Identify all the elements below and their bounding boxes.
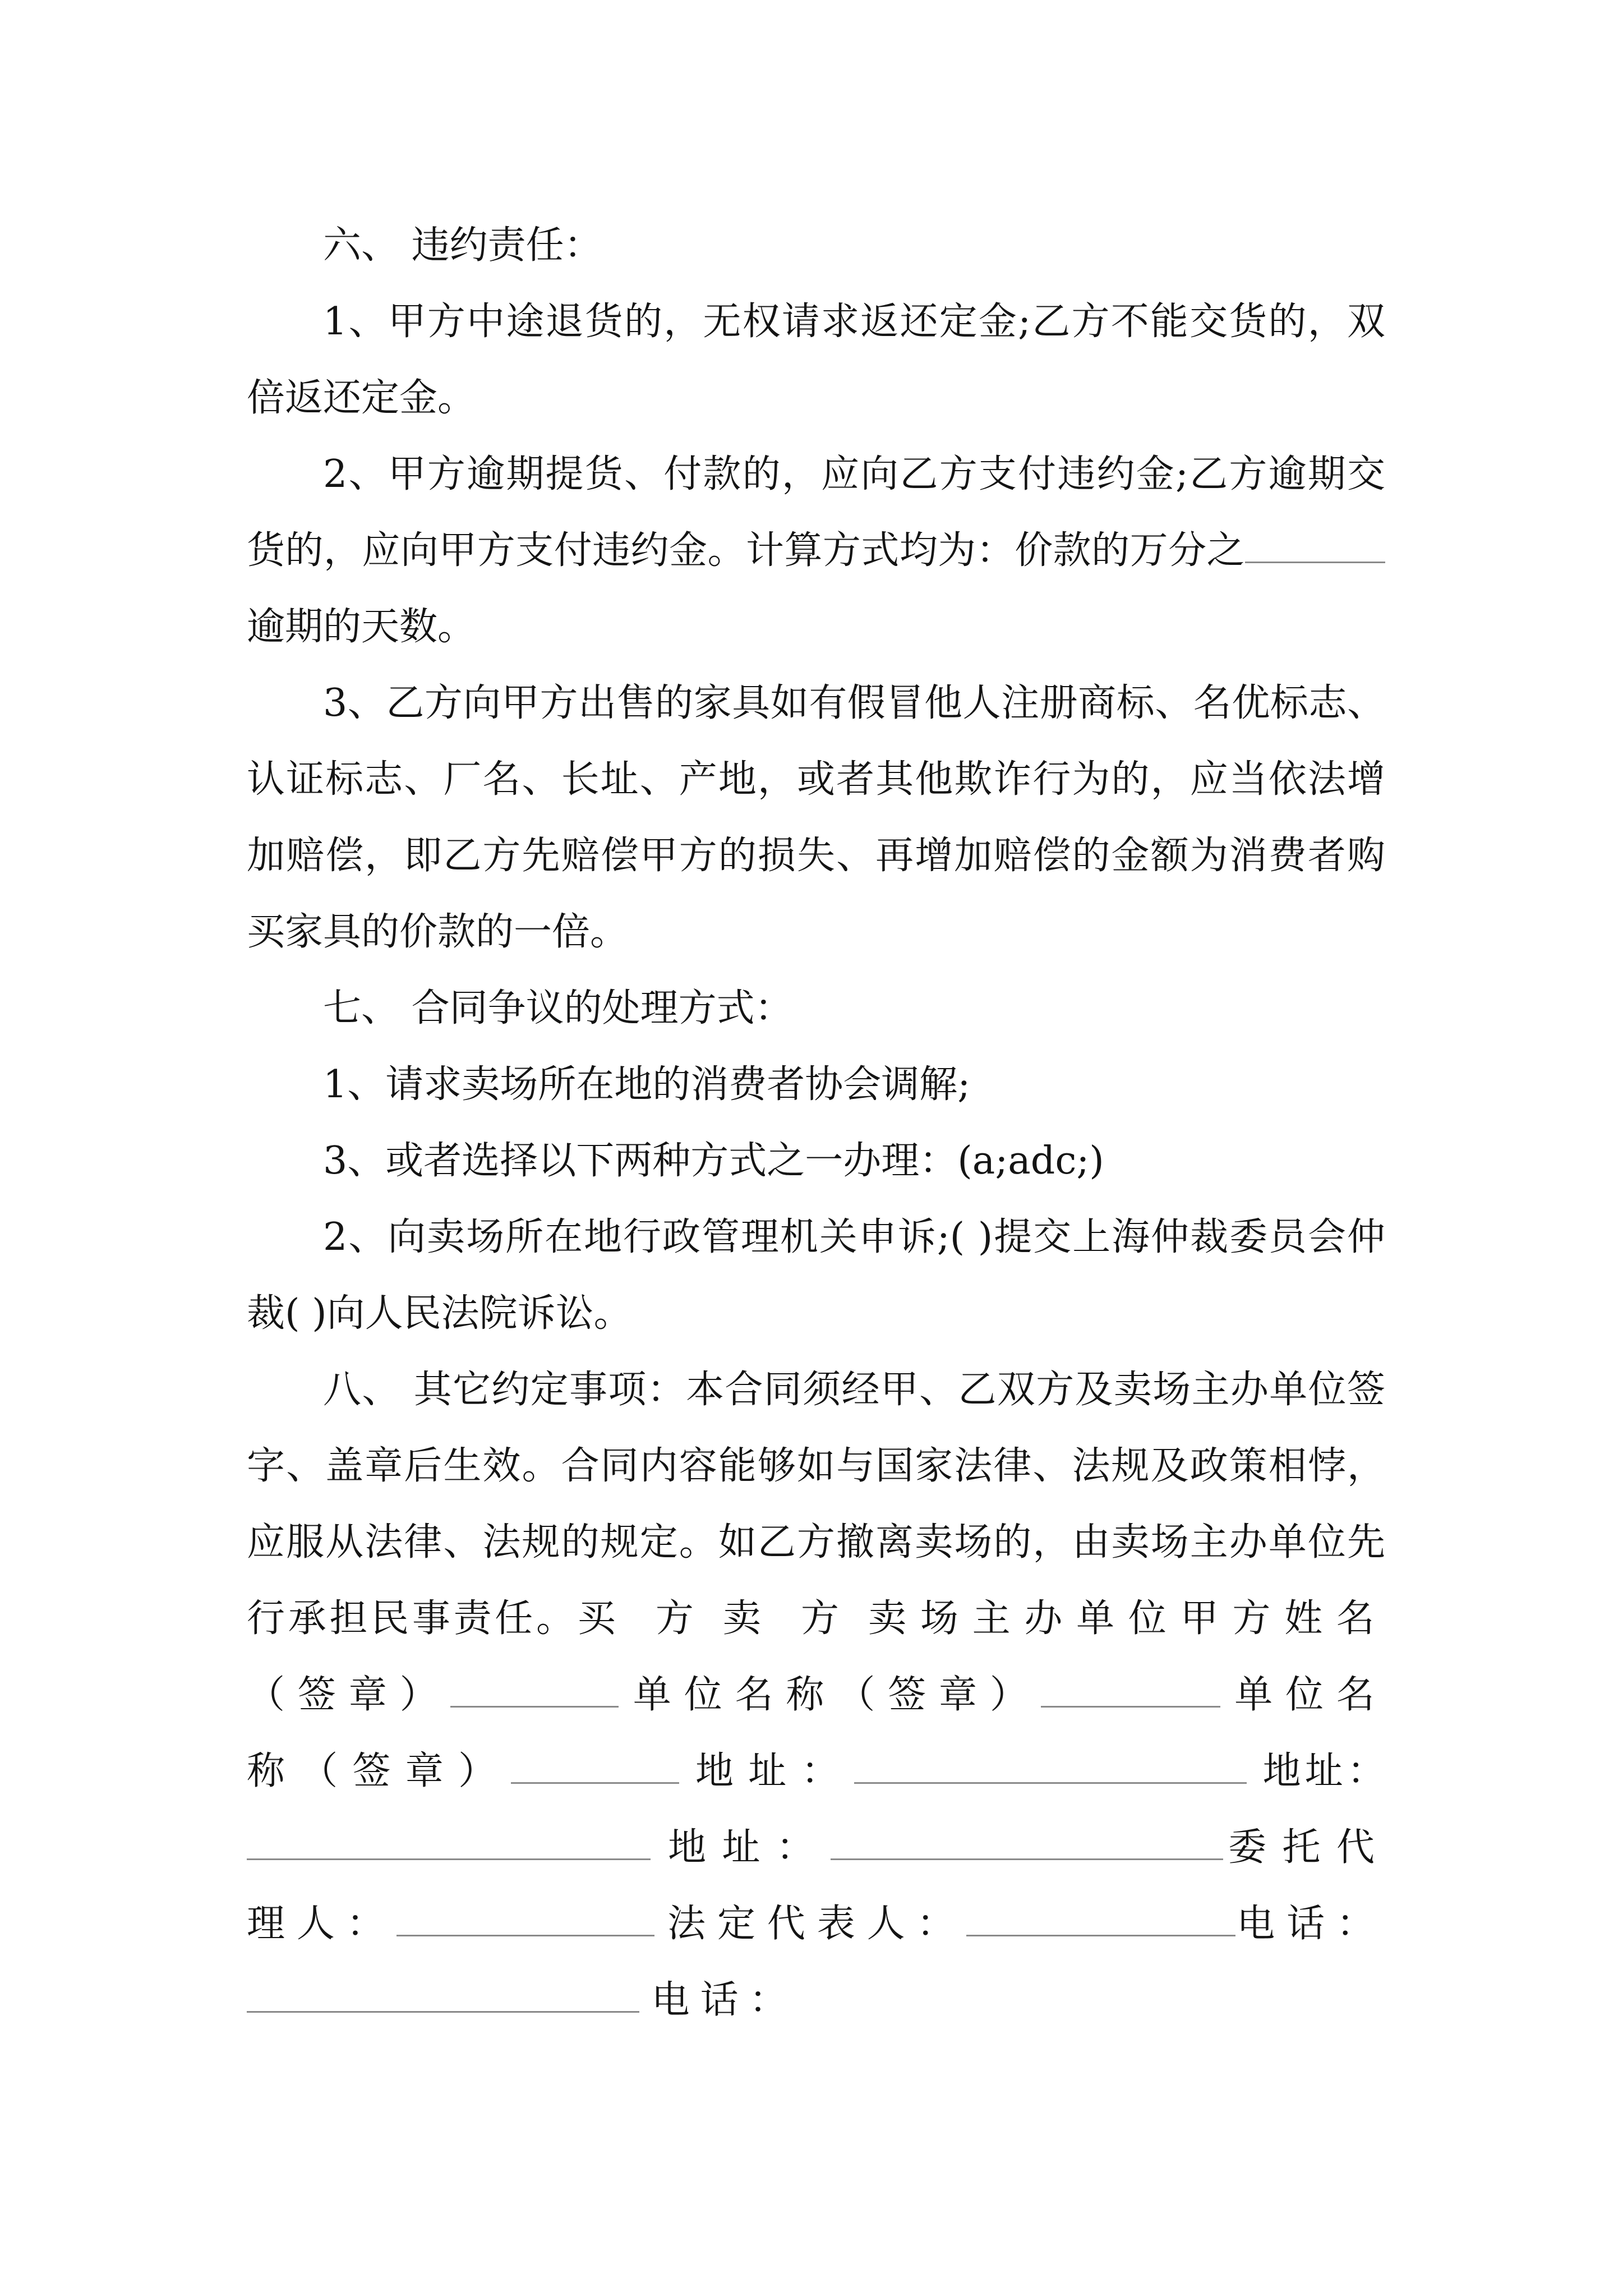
phone-label-2: 电话：: [651, 1978, 798, 2022]
legal-rep-label: 法定代表人：: [667, 1902, 967, 1946]
section-7-item-2: 2、向卖场所在地行政管理机关申诉;( )提交上海仲裁委员会仲裁( )向人民法院诉讼。: [247, 1215, 1385, 1336]
section-6-item-3: 3、乙方向甲方出售的家具如有假冒他人注册商标、名优标志、认证标志、厂名、长址、产地，或者其他欺诈行为的，应当依法增加赔偿，即乙方先赔偿甲方的损失、再增加赔偿的金额为消费者购买家具的价款的一倍。: [247, 681, 1385, 954]
section-6-item-2: [247, 436, 1385, 665]
rate-blank: [1245, 527, 1385, 563]
contract-page: [247, 208, 1385, 2039]
address-blank-2: [247, 1824, 651, 1860]
unit-name-label-1: 单位名称（签章）: [633, 1673, 1041, 1717]
address-blank-3: [831, 1824, 1223, 1860]
agent-label: 委托代理人：: [247, 1825, 1385, 1946]
party-seller-label: 卖 方: [722, 1596, 853, 1641]
party-buyer-label: 买 方: [577, 1596, 708, 1641]
address-label-3: 地址：: [668, 1825, 831, 1870]
address-label-1: 地址：: [695, 1749, 854, 1793]
section-6-item-1: 1、甲方中途退货的，无权请求返还定金;乙方不能交货的，双倍返还定金。: [247, 300, 1385, 420]
party-a-name-blank: [450, 1672, 619, 1708]
party-a-name-label: 甲方姓名（签章）: [247, 1596, 1385, 1717]
address-blank-1: [854, 1748, 1247, 1784]
section-8-text: 八、 其它约定事项：本合同须经甲、乙双方及卖场主办单位签字、盖章后生效。合同内容能够如与国家法律、法规及政策相悖，应服从法律、法规的规定。如乙方撤离卖场的，由卖场主办单位先行承担民事责任。: [247, 1368, 1385, 1641]
unit-name-label-2: 单位名称（签章）: [247, 1673, 1385, 1793]
agent-blank: [396, 1901, 654, 1936]
unit-name-blank-2: [511, 1748, 679, 1784]
phone-blank-1: [247, 1977, 639, 2013]
section-7-item-1: 1、请求卖场所在地的消费者协会调解;: [323, 1062, 971, 1107]
unit-name-blank-1: [1041, 1672, 1220, 1708]
phone-label-1: 电话：: [1235, 1902, 1385, 1946]
address-label-2: 地址：: [1262, 1749, 1385, 1793]
section-8-signature-block: [247, 1352, 1385, 2039]
section-7-heading: 七、 合同争议的处理方式：: [323, 986, 793, 1030]
legal-rep-blank: [966, 1901, 1235, 1936]
section-7-item-3: 3、或者选择以下两种方式之一办理：(a;adc;): [323, 1139, 1104, 1183]
section-6-item-2-suffix: 逾期的天数。: [247, 605, 476, 649]
section-6-heading: 六、 违约责任：: [323, 223, 602, 268]
party-market-label: 卖场主办单位: [868, 1596, 1181, 1641]
section-6-item-2-text: 2、甲方逾期提货、付款的，应向乙方支付违约金;乙方逾期交货的，应向甲方支付违约金。计算方式均为：价款的万分之: [247, 452, 1385, 573]
